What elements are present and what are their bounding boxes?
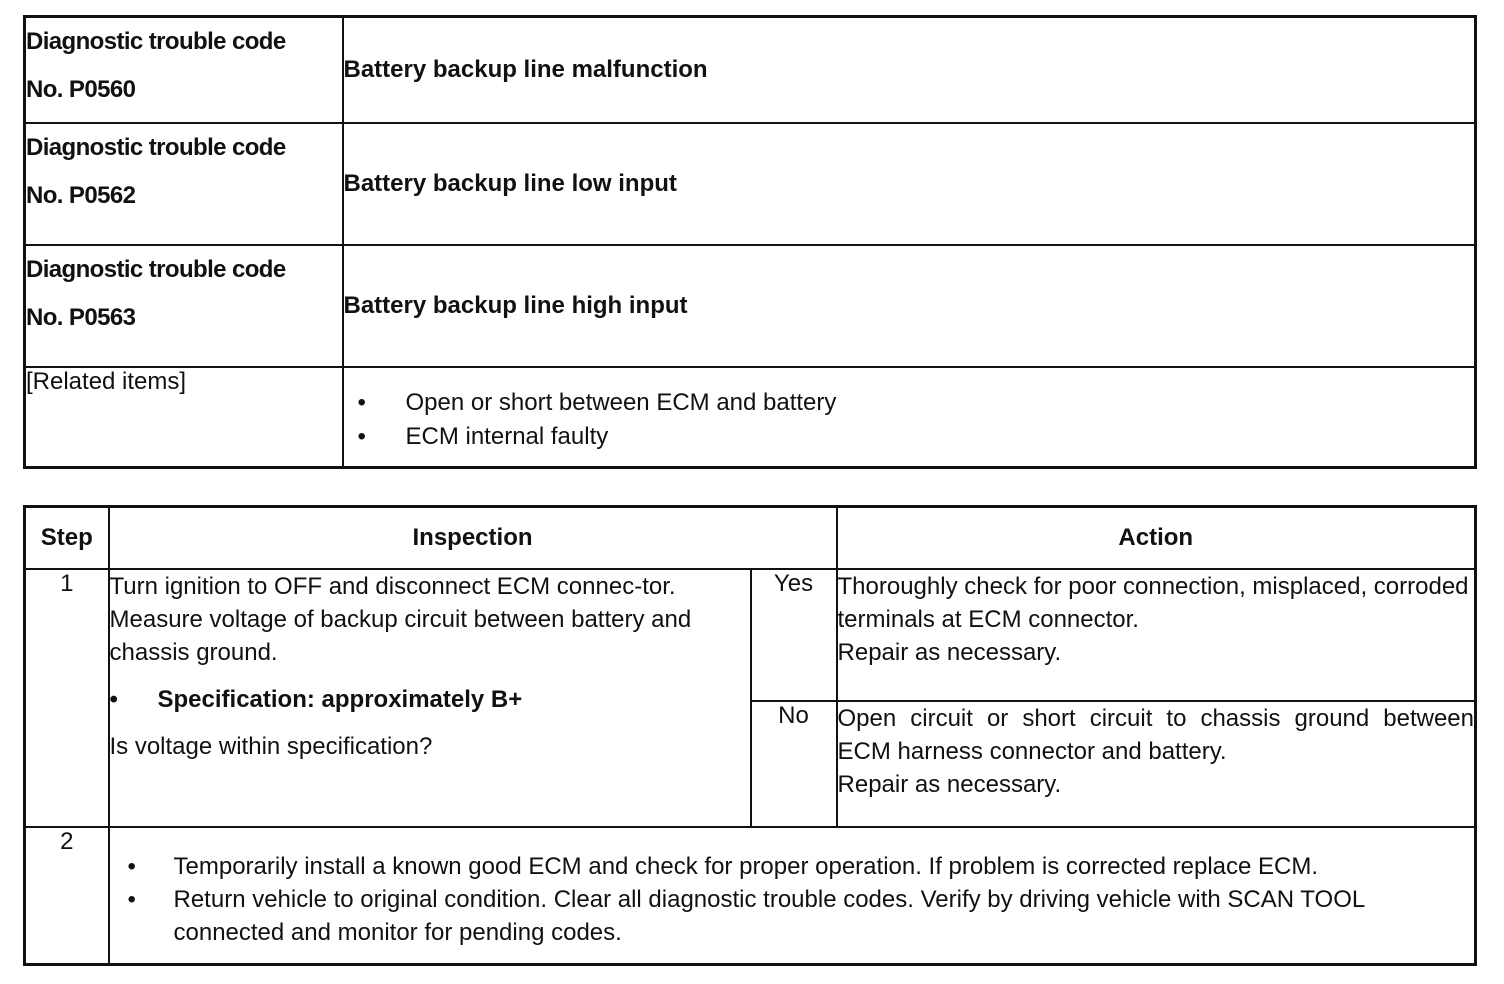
dtc-code: No. P0562 [26,181,136,209]
dtc-label [25,17,343,123]
dtc-label-line1: Diagnostic trouble code [26,28,286,55]
step-2-item: • Return vehicle to original condition. Clear all diagnostic trouble codes. Verify by driving vehicle with SCAN TOOL connected and monitor for pending codes. [128,883,1461,949]
dtc-label [25,245,343,367]
inspection-text: Turn ignition to OFF and disconnect ECM connec-tor. [109,573,676,600]
step-2-item: • Temporarily install a known good ECM and check for proper operation. If problem is corrected replace ECM. [128,850,1461,883]
dtc-description: Battery backup line high input [343,245,1476,367]
header-action: Action [837,507,1476,570]
dtc-row [25,17,1476,123]
inspection-text: Measure voltage of backup circuit between battery and chassis ground. [109,606,692,666]
dtc-row [25,245,1476,367]
dtc-description: Battery backup line low input [343,123,1476,245]
related-items-row [25,367,1476,468]
related-item: • Open or short between ECM and battery [358,386,1475,420]
no-label: No [751,701,837,827]
yes-label: Yes [751,569,837,701]
action-text: Repair as necessary. [837,639,1062,666]
inspection-question: Is voltage within specification? [109,733,433,760]
step-2-list [110,828,1475,963]
step-2-content [109,827,1476,965]
dtc-table [23,15,1477,469]
related-item: • ECM internal faulty [358,420,1475,454]
step-1-yes-row [25,569,1476,701]
dtc-label [25,123,343,245]
dtc-label-line1: Diagnostic trouble code [26,255,286,283]
action-text: Open circuit or short circuit to chassis ground between ECM harness connector and battery. [837,705,1474,765]
specification: • Specification: approximately B+ [110,683,750,716]
action-text: Thoroughly check for poor connection, misplaced, corroded terminals at ECM connector. [837,573,1469,633]
no-action [837,701,1476,827]
step-number: 2 [25,827,109,965]
header-step: Step [25,507,109,570]
related-items-list [344,368,1475,466]
header-inspection: Inspection [109,507,837,570]
action-text: Repair as necessary. [837,771,1062,798]
dtc-row [25,123,1476,245]
step-1-inspection [109,569,751,827]
dtc-description: Battery backup line malfunction [343,17,1476,123]
step-number: 1 [25,569,109,827]
dtc-label-line1: Diagnostic trouble code [26,133,286,161]
dtc-code: No. P0563 [26,303,136,331]
inspection-step-table [23,505,1477,966]
step-2-row [25,827,1476,965]
related-items-cell [343,367,1476,468]
yes-action [837,569,1476,701]
dtc-code: No. P0560 [26,76,136,103]
related-items-label: [Related items] [25,367,343,468]
header-row [25,507,1476,570]
